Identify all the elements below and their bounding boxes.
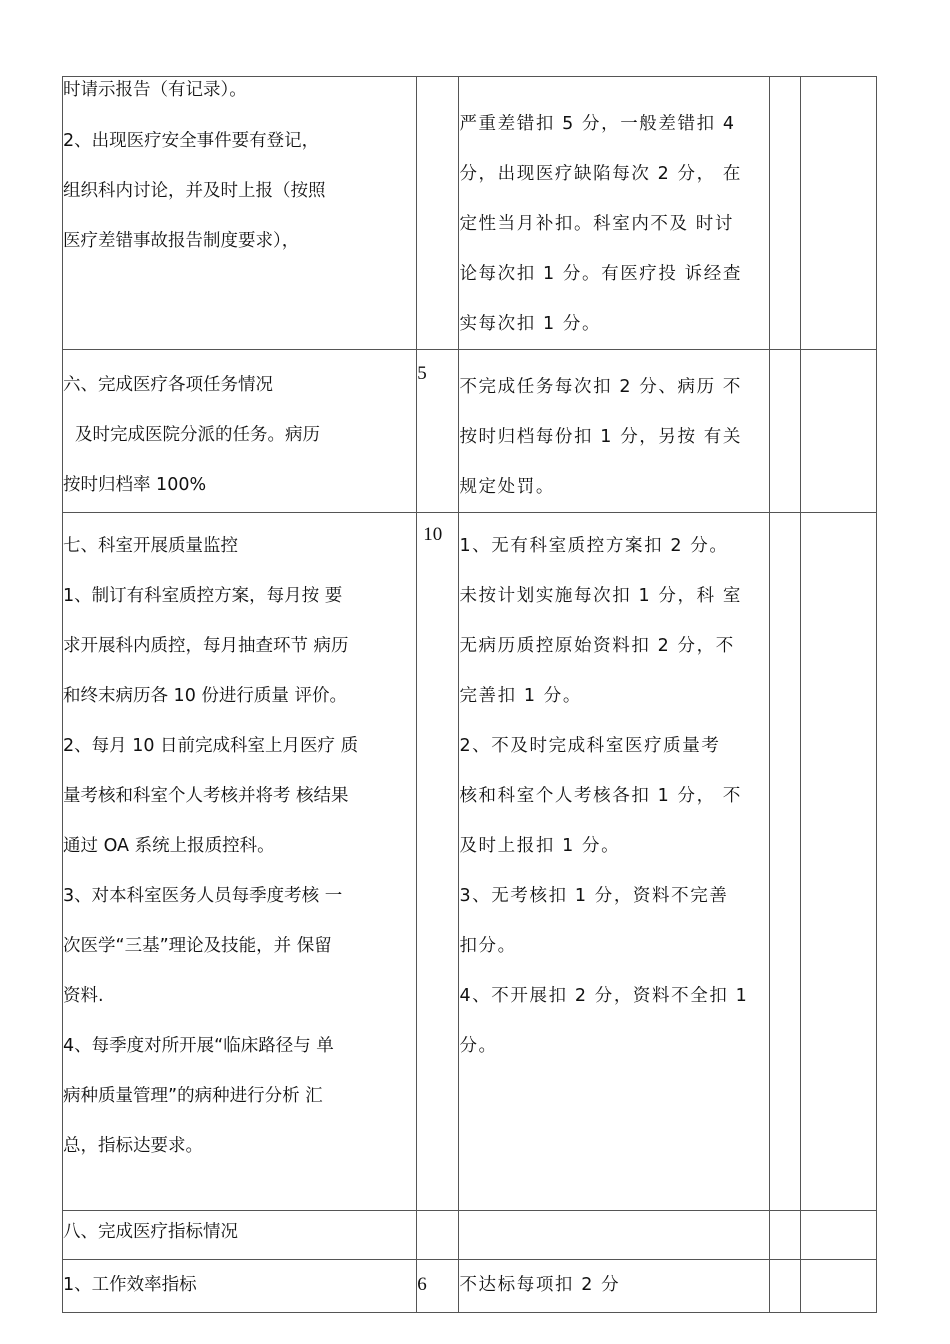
criteria-line: 1、无有科室质控方案扣 2 分。	[459, 536, 729, 556]
score-cell	[417, 77, 459, 350]
criteria-line: 4、不开展扣 2 分，资料不全扣 1	[459, 986, 749, 1006]
criteria-line: 未按计划实施每次扣 1 分，科 室	[459, 586, 742, 606]
criteria-line: 严重差错扣 5 分，一般差错扣 4	[459, 114, 736, 134]
blank-cell	[769, 513, 800, 1211]
content-line: 及时完成医院分派的任务。病历	[75, 425, 320, 445]
blank-cell	[769, 1211, 800, 1260]
criteria-cell	[459, 77, 769, 350]
content-line: 时请示报告（有记录）。	[63, 80, 247, 100]
score-value: 10	[423, 524, 443, 545]
content-line: 病种质量管理”的病种进行分析 汇	[63, 1086, 323, 1106]
content-line: 和终末病历各 10 份进行质量 评价。	[63, 686, 347, 706]
content-line: 次医学“三基”理论及技能，并 保留	[63, 936, 332, 956]
score-value: 5	[417, 363, 427, 384]
blank-cell	[800, 1211, 876, 1260]
content-line: 组织科内讨论，并及时上报（按照	[63, 181, 326, 201]
criteria-line: 论每次扣 1 分。有医疗投 诉经查	[459, 264, 742, 284]
blank-cell	[769, 77, 800, 350]
table-row	[63, 1260, 877, 1313]
content-line: 八、完成医疗指标情况	[63, 1222, 238, 1242]
content-cell	[63, 1260, 417, 1313]
content-line: 1、工作效率指标	[63, 1275, 197, 1295]
criteria-line: 不达标每项扣 2 分	[459, 1275, 621, 1295]
content-line: 六、完成医疗各项任务情况	[63, 375, 273, 395]
criteria-line: 分，出现医疗缺陷每次 2 分， 在	[459, 164, 742, 184]
content-line: 资料.	[63, 986, 104, 1006]
criteria-line: 实每次扣 1 分。	[459, 314, 602, 334]
content-line: 3、对本科室医务人员每季度考核 一	[63, 886, 343, 906]
content-cell	[63, 513, 417, 1211]
content-line: 2、出现医疗安全事件要有登记，	[63, 131, 320, 151]
table-row	[63, 1211, 877, 1260]
table-row	[63, 513, 877, 1211]
criteria-line: 无病历质控原始资料扣 2 分，不	[459, 636, 735, 656]
criteria-cell	[459, 1211, 769, 1260]
blank-cell	[800, 77, 876, 350]
criteria-line: 定性当月补扣。科室内不及 时讨	[459, 214, 734, 234]
content-line: 总，指标达要求。	[63, 1136, 203, 1156]
content-line: 通过 OA 系统上报质控科。	[63, 836, 275, 856]
content-line: 按时归档率 100%	[63, 475, 207, 495]
content-line: 2、每月 10 日前完成科室上月医疗 质	[63, 736, 359, 756]
content-line: 量考核和科室个人考核并将考 核结果	[63, 786, 349, 806]
score-cell	[417, 513, 459, 1211]
score-cell	[417, 1211, 459, 1260]
content-line: 1、制订有科室质控方案，每月按 要	[63, 586, 343, 606]
criteria-cell	[459, 513, 769, 1211]
blank-cell	[800, 350, 876, 513]
content-line: 4、每季度对所开展“临床路径与 单	[63, 1036, 334, 1056]
criteria-line: 分。	[459, 1036, 498, 1056]
criteria-line: 核和科室个人考核各扣 1 分， 不	[459, 786, 742, 806]
criteria-line: 规定处罚。	[459, 477, 555, 497]
table-row	[63, 350, 877, 513]
content-cell	[63, 77, 417, 350]
criteria-line: 2、不及时完成科室医疗质量考	[459, 736, 721, 756]
table-row	[63, 77, 877, 350]
criteria-line: 扣分。	[459, 936, 517, 956]
score-cell	[417, 350, 459, 513]
blank-cell	[769, 1260, 800, 1313]
blank-cell	[769, 350, 800, 513]
criteria-line: 按时归档每份扣 1 分，另按 有关	[459, 427, 742, 447]
criteria-line: 3、无考核扣 1 分，资料不完善	[459, 886, 729, 906]
criteria-line: 不完成任务每次扣 2 分、病历 不	[459, 377, 742, 397]
score-value: 6	[417, 1274, 427, 1295]
assessment-table	[62, 76, 877, 1313]
blank-cell	[800, 1260, 876, 1313]
criteria-cell	[459, 1260, 769, 1313]
content-cell	[63, 1211, 417, 1260]
score-cell	[417, 1260, 459, 1313]
criteria-line: 完善扣 1 分。	[459, 686, 582, 706]
content-line: 求开展科内质控，每月抽查环节 病历	[63, 636, 349, 656]
content-cell	[63, 350, 417, 513]
content-line: 医疗差错事故报告制度要求），	[63, 231, 300, 251]
content-line: 七、科室开展质量监控	[63, 536, 238, 556]
criteria-line: 及时上报扣 1 分。	[459, 836, 621, 856]
blank-cell	[800, 513, 876, 1211]
criteria-cell	[459, 350, 769, 513]
